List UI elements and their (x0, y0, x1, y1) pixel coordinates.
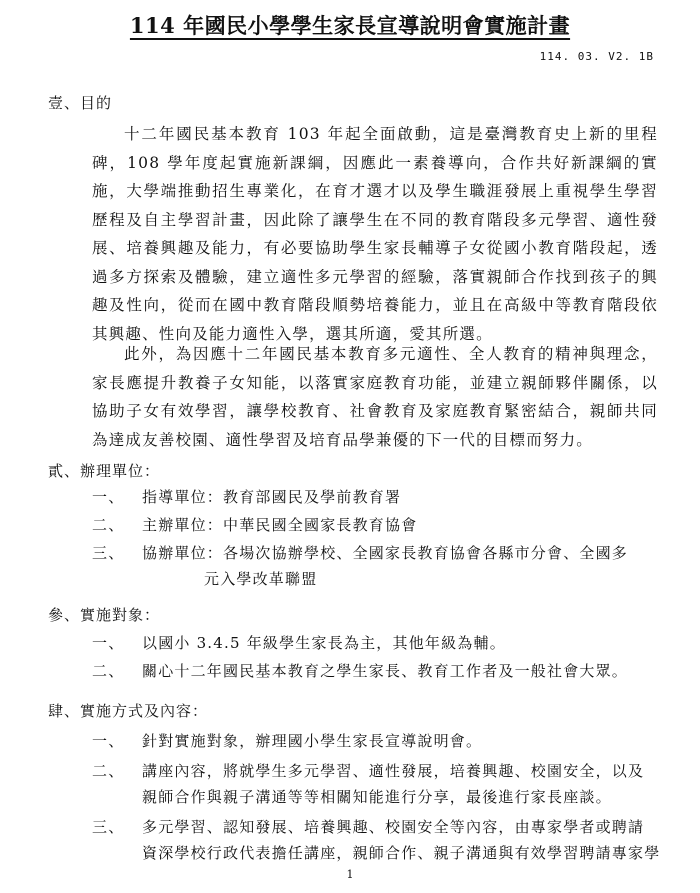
item-text: 關心十二年國民基本教育之學生家長、教育工作者及一般社會大眾。 (142, 662, 629, 680)
purpose-paragraph-1: 十二年國民基本教育 103 年起全面啟動，這是臺灣教育史上新的里程碑，108 學年度起實施新課綱，因應此一素養導向，合作共好新課綱的實施，大學端推動招生專業化，在育才選才以及學生職涯發展上重視學生學習歷程及自主學習計畫，因此除了讓學生在不同的教育階段多元學習、適性發展、培養興趣及能力，有必要協助學生家長輔導子女從國小教育階段起，透過多方探索及體驗，建立適性多元學習的經驗，落實親師合作找到孩子的興趣及性向，從而在國中教育階段順勢培養能力，並且在高級中等教育階段依其興趣、性向及能力適性入學，選其所適，愛其所選。 (92, 125, 658, 343)
item-number: 一、 (92, 488, 125, 506)
item-number: 一、 (92, 732, 125, 750)
item-number: 一、 (92, 634, 125, 652)
units-item-1 (92, 484, 672, 510)
purpose-paragraph-2: 此外，為因應十二年國民基本教育多元適性、全人教育的精神與理念，家長應提升教養子女知能，以落實家庭教育功能，並建立親師夥伴關係，以協助子女有效學習，讓學校教育、社會教育及家庭教育緊密結合，親師共同為達成友善校園、適性學習及培育品學兼優的下一代的目標而努力。 (92, 345, 658, 449)
item-continuation: 資深學校行政代表擔任講座，親師合作、親子溝通與有效學習聘請專家學 (142, 844, 661, 862)
page-number: 1 (346, 868, 354, 881)
targets-item-1 (92, 630, 672, 656)
item-number: 二、 (92, 662, 125, 680)
section-heading-methods: 肆、實施方式及內容： (48, 702, 209, 720)
item-text: 講座內容，將就學生多元學習、適性發展，培養興趣、校園安全，以及 (142, 762, 645, 780)
item-continuation: 親師合作與親子溝通等等相關知能進行分享，最後進行家長座談。 (142, 788, 612, 806)
item-text: 以國小 3.4.5 年級學生家長為主，其他年級為輔。 (142, 634, 506, 652)
section-heading-targets: 參、實施對象： (48, 606, 161, 624)
section-heading-purpose: 壹、目的 (48, 94, 113, 112)
item-continuation: 元入學改革聯盟 (204, 570, 318, 588)
item-number: 三、 (92, 818, 125, 836)
units-item-2 (92, 512, 672, 538)
version-label: 114. 03. V2. 1B (539, 50, 654, 63)
units-item-3 (92, 540, 672, 592)
item-text: 主辦單位：中華民國全國家長教育協會 (142, 516, 418, 534)
methods-item-1 (92, 728, 672, 754)
item-text: 針對實施對象，辦理國小學生家長宣導說明會。 (142, 732, 483, 750)
item-text: 指導單位：教育部國民及學前教育署 (142, 488, 402, 506)
item-number: 二、 (92, 516, 125, 534)
section-heading-units: 貳、辦理單位： (48, 462, 161, 480)
methods-item-3 (92, 814, 672, 866)
item-number: 三、 (92, 544, 125, 562)
item-text: 多元學習、認知發展、培養興趣、校園安全等內容，由專家學者或聘請 (142, 818, 645, 836)
methods-item-2 (92, 758, 672, 810)
targets-item-2 (92, 658, 672, 684)
item-number: 二、 (92, 762, 125, 780)
item-text: 協辦單位：各場次協辦學校、全國家長教育協會各縣市分會、全國多 (142, 544, 629, 562)
page-title: 114 年國民小學學生家長宣導說明會實施計畫 (129, 13, 571, 38)
